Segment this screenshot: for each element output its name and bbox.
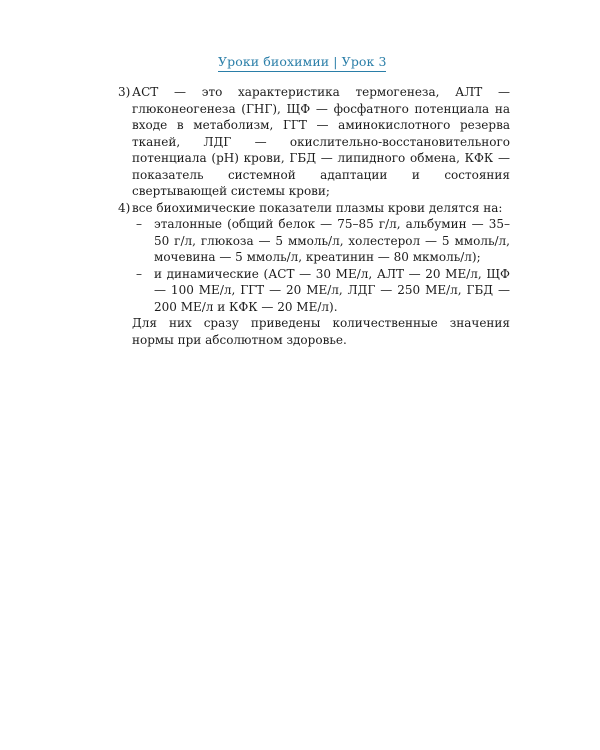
list-item-text: АСТ — это характеристика термогенеза, АЛТ — глюконеогенеза (ГНГ), ЩФ — фосфатного потенциала на входе в метаболизм, ГГТ — аминокислотного резерва тканей, ЛДГ — окислительно-восстановительного потенциала (рН) крови, ГБД — липидного обмена, КФК — показатель системной адаптации и состояния свертывающей системы крови; — [132, 85, 510, 198]
list-item-4 — [118, 200, 510, 316]
list-marker: 3) — [118, 85, 131, 99]
sublist-item-dynamic — [136, 266, 510, 316]
list-item-text: все биохимические показатели плазмы крови делятся на: — [132, 200, 503, 215]
sublist-dash: – — [136, 266, 142, 281]
sublist-item-reference — [136, 216, 510, 266]
sublist-item-text: и динамические (АСТ — 30 МЕ/л, АЛТ — 20 МЕ/л, ЩФ — 100 МЕ/л, ГГТ — 20 МЕ/л, ЛДГ — 250 МЕ/л, ГБД — 200 МЕ/л и КФК — 20 МЕ/л). — [154, 266, 510, 314]
sublist-item-text: эталонные (общий белок — 75–85 г/л, альбумин — 35–50 г/л, глюкоза — 5 ммоль/л, холестерол — 5 ммоль/л, мочевина — 5 ммоль/л, креатинин — 80 мкмоль/л); — [154, 217, 510, 264]
list-item-3 — [118, 84, 510, 200]
page-body — [118, 84, 510, 348]
list-marker: 4) — [118, 200, 131, 215]
closing-paragraph: Для них сразу приведены количественные значения нормы при абсолютном здоровье. — [132, 316, 510, 347]
header-rule — [218, 71, 386, 72]
running-header: Уроки биохимии | Урок 3 — [218, 54, 387, 69]
sublist-dash: – — [136, 217, 142, 231]
